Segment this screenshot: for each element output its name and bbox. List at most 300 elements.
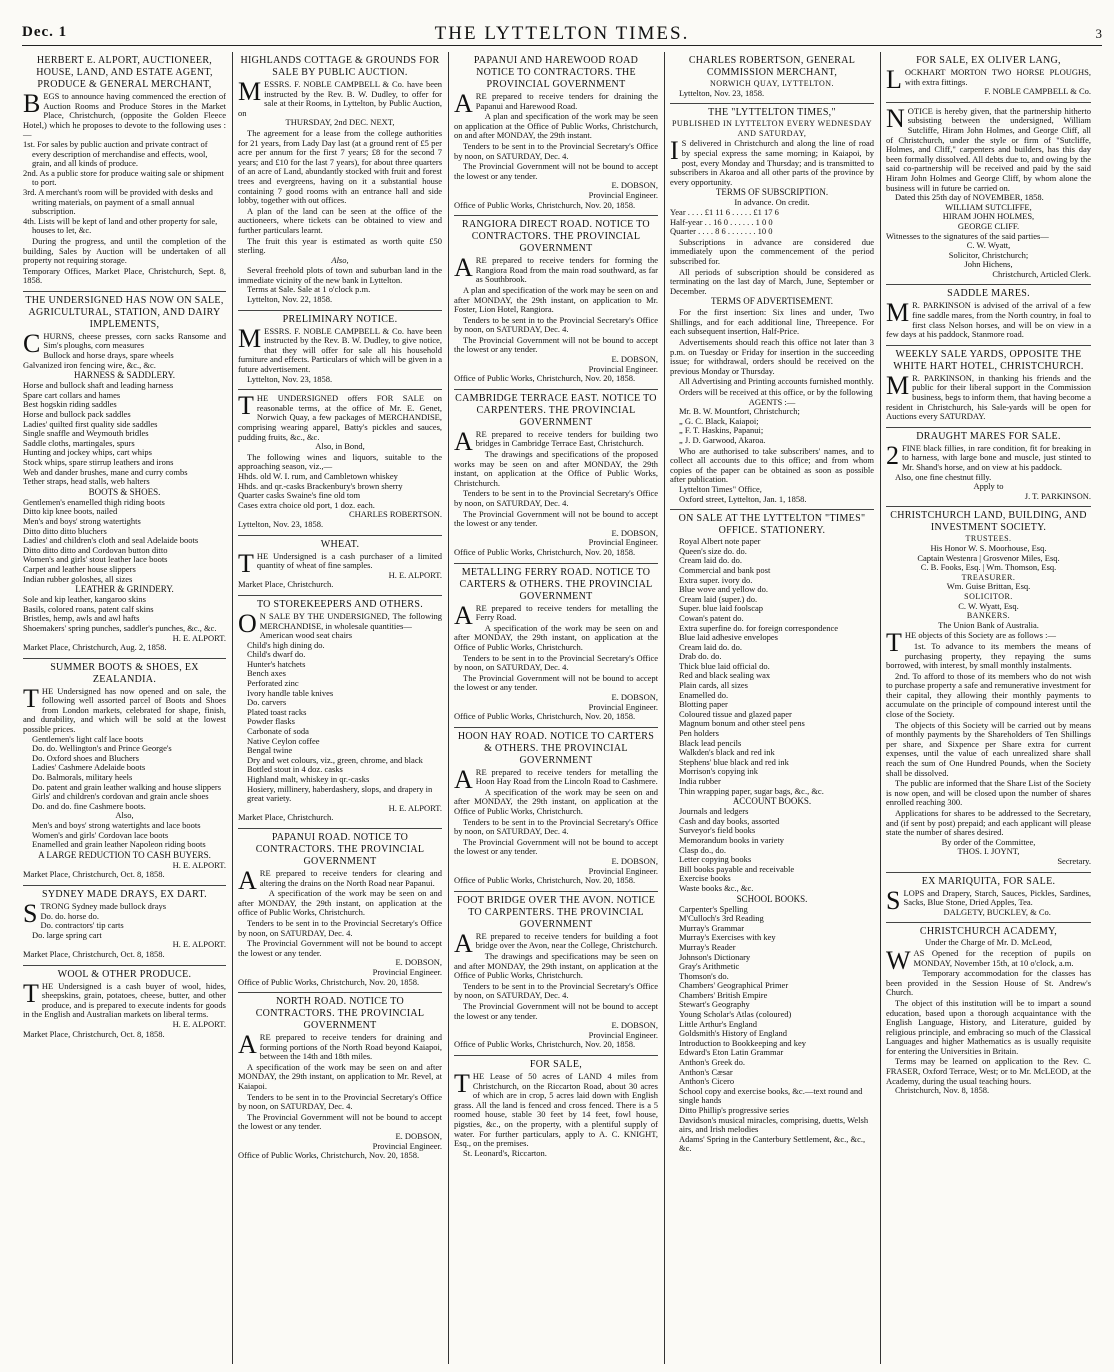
advertisement-text: A LARGE REDUCTION TO CASH BUYERS. <box>38 849 211 860</box>
advertisement-text: Also, <box>115 810 134 821</box>
advertisement-text: Murray's Exercises with key <box>679 932 776 943</box>
advertisement-text: Who are authorised to take subscribers' names, and to collect all accounts due to this office; and from whom copies of the paper can be obtained as soon as possible after publication. <box>670 445 874 485</box>
advertisement-text: SLOPS and Drapery, Starch, Sauces, Pickles, Sardines, Sacks, Blue Stone, Dried Apples, Tea. <box>886 885 1091 915</box>
advertisement-text: Surveyor's field books <box>679 825 756 836</box>
advertisement-text: Cases extra choice old port, 1 doz. each. <box>238 499 375 510</box>
advertisement <box>670 52 874 104</box>
advertisement-text: Dated this 25th day of NOVEMBER, 1858. <box>895 192 1044 203</box>
advertisement-text: Cream laid (super.) do. <box>679 593 758 604</box>
advertisement-text: 1st. For sales by public auction and private contract of every description of merchandise and effects, wool, grain, and all kinds of produce. <box>23 138 208 169</box>
advertisement-heading: HERBERT E. ALPORT, AUCTIONEER, HOUSE, LAND, AND ESTATE AGENT, PRODUCE & GENERAL MERCHANT, <box>36 55 213 90</box>
column-divider <box>664 52 665 1364</box>
advertisement-text: Young Scholar's Atlas (coloured) <box>679 1009 792 1020</box>
advertisement-text: Office of Public Works, Christchurch, Nov. 20, 1858. <box>454 875 636 886</box>
advertisement-heading: TO STOREKEEPERS AND OTHERS. <box>256 598 424 610</box>
advertisement-text: Exercise books <box>679 873 731 884</box>
advertisement-text: Gentlemen's enamelled thigh riding boots <box>23 496 165 507</box>
advertisement-text: Do. Oxford shoes and Bluchers <box>32 752 139 763</box>
advertisement-text: Goldsmith's History of England <box>679 1028 788 1039</box>
advertisement-text: Introduction to Bookkeeping and key <box>679 1037 807 1048</box>
advertisement-text: THE Undersigned is a cash buyer of wool, hides, sheepskins, grain, potatoes, cheese, butter, and other produce, and is prepared to execute indents for goods in the English and Australian markets on liberal terms. <box>23 978 226 1020</box>
advertisement-heading: CHRISTCHURCH LAND, BUILDING, AND INVESTMENT SOCIETY. <box>890 510 1087 534</box>
advertisement-text: 2FINE black fillies, in rare condition, fit for breaking in to harness, with large bone and muscle, just stinted to Mr. Shand's horse, and on view at his paddock. <box>886 440 1091 472</box>
advertisement-text: ARE prepared to receive tenders for building two bridges in Cambridge Terrace East, Christchurch. <box>454 426 658 456</box>
advertisement-text: The drawings and specifications of the proposed works may be seen on and after MONDAY, the 29th instant, on application at the Office of Public Works, Christchurch. <box>454 449 658 488</box>
advertisement-text: Quarter . . . . 8 6 . . . . . . . 10 0 <box>670 226 773 237</box>
advertisement <box>886 923 1091 1101</box>
advertisement-text: Bench axes <box>247 668 286 679</box>
advertisement-text: Christchurch, Articled Clerk. <box>992 268 1091 279</box>
advertisement-text: THE UNDERSIGNED offers FOR SALE on reasonable terms, at the office of Mr. E. Genet, Norwich Quay, a few packages of MERCHANDISE, comprising wearing apparel, Batty's pickles and sauces, pudding fruits, &c., &c. <box>238 391 442 442</box>
advertisement-text: Do. Balmorals, military heels <box>32 772 133 783</box>
advertisement-text: Do. do. Wellington's and Prince George's <box>32 743 172 754</box>
advertisement-text: The Provincial Government will not be bound to accept the lowest or any tender. <box>454 334 658 355</box>
advertisement-heading: CHARLES ROBERTSON, GENERAL COMMISSION MERCHANT, <box>688 55 856 78</box>
advertisement-text: Captain Westenra | Grosvenor Miles, Esq. <box>917 552 1060 563</box>
advertisement-text: Chambers' British Empire <box>679 989 768 1000</box>
advertisement-text: The agreement for a lease from the college authorities for 21 years, from Lady Day last (at a ground rent of £5 per acre per annum for the first 7 years; £8 for the second 7 years; and £10 for the last 7 years), for about three quarters of an acre of Land, abundantly stocked with fruit and forest trees and evergreens, having on it a substantial house containing 7 good rooms with an entrance hall and side lobby, together with out offices. <box>238 127 442 206</box>
advertisement-text: C. W. Wyatt, <box>966 240 1011 251</box>
advertisement <box>238 390 442 535</box>
advertisement-text: The Provincial Government will not be bound to accept the lowest or any tender. <box>454 672 658 693</box>
advertisement-text: Carbonate of soda <box>247 726 309 737</box>
advertisement-text: Thin wrapping paper, sugar bags, &c., &c. <box>679 785 824 796</box>
advertisement-text: Letter copying books <box>679 854 752 865</box>
advertisement-text: Office of Public Works, Christchurch, Nov. 20, 1858. <box>238 1150 420 1161</box>
advertisement-text: Perforated zinc <box>247 678 299 689</box>
advertisement-text: F. NOBLE CAMPBELL & Co. <box>984 86 1091 97</box>
advertisement-text: Do. large spring cart <box>32 929 102 940</box>
advertisement-heading: RANGIORA DIRECT ROAD. NOTICE TO CONTRACTORS. THE PROVINCIAL GOVERNMENT <box>462 219 650 255</box>
advertisement-text: Edward's Eton Latin Grammar <box>679 1047 784 1058</box>
advertisement-text: Extra superfine do. for foreign correspondence <box>679 622 839 633</box>
advertisement-text: MR. PARKINSON, in thanking his friends and the public for their liberal support in the Commission business, begs to inform them, that having become a resident in Christchurch, his Sale-yards will be open for Auctions every SATURDAY. <box>886 370 1091 422</box>
advertisement-text: Office of Public Works, Christchurch, Nov. 20, 1858. <box>238 976 420 987</box>
advertisement-text: Shoemakers' spring punches, saddler's punches, &c., &c. <box>23 622 217 633</box>
advertisement-text: Coloured tissue and glazed paper <box>679 708 792 719</box>
advertisement-text: Temporary accommodation for the classes has been provided in the Session House of St. Andrew's Church. <box>886 968 1091 998</box>
advertisement-text: Do. carvers <box>247 697 287 708</box>
advertisement-text: TERMS OF SUBSCRIPTION. <box>715 187 829 198</box>
advertisement-text: Stephens' blue black and red ink <box>679 756 789 767</box>
advertisement-text: Ditto kip knee boots, nailed <box>23 506 118 517</box>
advertisement-text: Ditto Phillip's progressive series <box>679 1105 789 1115</box>
advertisement-text: Provincial Engineer. <box>588 363 658 374</box>
advertisement-text: The Provincial Government will not be bound to accept the lowest or any tender. <box>238 1111 442 1132</box>
advertisement-text: ARE prepared to receive tenders for metalling the Ferry Road. <box>454 600 658 630</box>
advertisement-text: CHARLES ROBERTSON. <box>348 509 442 520</box>
advertisement-text: Provincial Engineer. <box>372 1140 442 1151</box>
advertisement-text: MR. PARKINSON is advised of the arrival of a few fine saddle mares, from the North country, in foal to first class Nelson horses, and will be on view in a few days at his paddock, Stanmore road. <box>886 298 1091 340</box>
advertisement-text: Christchurch, Nov. 8, 1858. <box>895 1085 990 1096</box>
advertisement-text: Market Place, Christchurch, Aug. 2, 1858. <box>23 642 167 653</box>
advertisement-text: TREASURER. <box>961 572 1016 582</box>
advertisement-text: BOOTS & SHOES. <box>88 486 161 497</box>
advertisement-heading: FOR SALE, <box>529 1058 583 1070</box>
advertisement-text: Tenders to be sent in to the Provincial Secretary's Office by noon, on SATURDAY, Dec. 4. <box>238 917 442 938</box>
column-3 <box>451 52 661 1364</box>
advertisement-text: C. B. Fooks, Esq. | Wm. Thomson, Esq. <box>920 562 1057 573</box>
advertisement-text: Advertisements should reach this office not later than 3 p.m. on Tuesday or Friday for insertion in the succeeding issue; for withdrawal, orders should be received on the previous Monday or Thursday. <box>670 337 874 376</box>
advertisement-text: Anthon's Greek do. <box>679 1057 745 1068</box>
advertisement-heading: CAMBRIDGE TERRACE EAST. NOTICE TO CARPENTERS. THE PROVINCIAL GOVERNMENT <box>455 392 657 428</box>
advertisement-text: Provincial Engineer. <box>588 189 658 200</box>
advertisement-text: Galvanized iron fencing wire, &c., &c. <box>23 359 156 370</box>
advertisement-text: Saddle cloths, martingales, spurs <box>23 437 135 448</box>
advertisement-heading: FOR SALE, EX OLIVER LANG, <box>916 55 1061 66</box>
advertisement <box>454 390 658 564</box>
advertisement-text: Oxford street, Lyttelton, Jan. 1, 1858. <box>679 493 807 504</box>
advertisement-text: Blue wove and yellow do. <box>679 584 768 595</box>
advertisement-text: 4th. Lists will be kept of land and other property for sale, houses to let, &c. <box>23 215 218 236</box>
advertisement <box>238 829 442 993</box>
advertisement-text: E. DOBSON, <box>611 354 658 365</box>
advertisement-text: Pen holders <box>679 728 719 739</box>
advertisement <box>454 216 658 390</box>
advertisement-text: The drawings and specifications may be seen on and after MONDAY, the 29th instant, on application at the Office of Public Works, Christchurch. <box>454 951 658 981</box>
advertisement-text: India rubber <box>679 776 721 786</box>
advertisement-heading: PAPANUI AND HAREWOOD ROAD NOTICE TO CONTRACTORS. THE PROVINCIAL GOVERNMENT <box>473 55 639 90</box>
advertisement-text: Magnum bonum and other steel pens <box>679 718 805 729</box>
advertisement-text: Little Arthur's England <box>679 1018 758 1029</box>
advertisement-text: Enamelled do. <box>679 689 729 700</box>
advertisement-heading: PAPANUI ROAD. NOTICE TO CONTRACTORS. THE PROVINCIAL GOVERNMENT <box>255 831 425 867</box>
advertisement-text: Extra super. ivory do. <box>679 574 753 585</box>
advertisement-text: Dry and wet colours, viz., green, chrome, and black <box>247 754 423 765</box>
advertisement-text: Ladies' and children's cloth and seal Adelaide boots <box>23 535 199 546</box>
advertisement <box>23 292 226 659</box>
advertisement-text: Year . . . . £1 11 6 . . . . . £1 17 6 <box>670 206 779 217</box>
advertisement-text: Tenders to be sent in to the Provincial Secretary's Office by noon, on SATURDAY, Dec. 4. <box>454 488 658 508</box>
advertisement-text: For the first insertion: Six lines and under, Two Shillings, and for each additional line, Threepence. For each subsequent insertion, Half-Price. <box>670 307 874 337</box>
advertisement-text: Horse and bullock shaft and leading harness <box>23 380 174 391</box>
advertisement-text: AGENTS :— <box>748 396 796 407</box>
advertisement-text: Men's and boys' strong watertights and lace boots <box>32 820 201 830</box>
advertisement-text: Girls' and children's cordovan and grain ancle shoes <box>32 791 209 802</box>
advertisement-text: The public are informed that the Share List of the Society is now open, and will be closed upon the number of shares enrolled reaching 300. <box>886 778 1091 808</box>
advertisement-heading: FOOT BRIDGE OVER THE AVON. NOTICE TO CARPENTERS. THE PROVINCIAL GOVERNMENT <box>456 894 656 930</box>
advertisement-text: Office of Public Works, Christchurch, Nov. 20, 1858. <box>454 711 636 722</box>
advertisement-text: A specification of the work may be seen on and after MONDAY, the 29th instant, on application at the office of Public Works, Christchurch. <box>238 888 442 918</box>
advertisement-text: Office of Public Works, Christchurch, Nov. 20, 1858. <box>454 199 636 210</box>
advertisement-text: ARE prepared to receive tenders for draining the Papanui and Harewood Road. <box>454 89 658 118</box>
advertisement-text: Basils, colored roans, patent calf skins <box>23 603 154 614</box>
advertisement-text: Walkden's black and red ink <box>679 747 775 758</box>
column-2 <box>235 52 445 1364</box>
advertisement-text: SOLICITOR. <box>964 591 1013 601</box>
masthead <box>22 22 1102 46</box>
advertisement-text: Ditto ditto ditto bluchers <box>23 525 107 536</box>
advertisement-text: Enamelled and grain leather Napoleon riding boots <box>32 839 206 850</box>
advertisement-text: Also, one fine chestnut filly. <box>895 471 992 482</box>
advertisement-text: „ F. T. Haskins, Papanui; <box>679 425 764 436</box>
advertisement-text: E. DOBSON, <box>611 1020 658 1031</box>
advertisement-text: St. Leonard's, Riccarton. <box>463 1147 547 1158</box>
column-divider <box>880 52 881 1364</box>
advertisement-heading: EX MARIQUITA, FOR SALE. <box>921 875 1056 887</box>
advertisement-heading: SYDNEY MADE DRAYS, EX DART. <box>42 888 207 900</box>
advertisement-text: Lyttelton, Nov. 23, 1858. <box>679 87 765 98</box>
advertisement-text: Cream laid do. do. <box>679 555 743 566</box>
advertisement-heading: METALLING FERRY ROAD. NOTICE TO CARTERS & OTHERS. THE PROVINCIAL GOVERNMENT <box>459 566 653 602</box>
advertisement-text: Provincial Engineer. <box>588 537 658 548</box>
advertisement-text: The following wines and liquors, suitable to the approaching season, viz.,— <box>238 451 442 472</box>
advertisement-text: A plan and specification of the work may be seen on application at the Office of Public Works, Christchurch, on and after MONDAY, the 29th instant. <box>454 111 658 141</box>
advertisement-text: Stewart's Geography <box>679 999 750 1010</box>
advertisement-heading: WEEKLY SALE YARDS, OPPOSITE THE WHITE HART HOTEL, CHRISTCHURCH. <box>893 348 1084 372</box>
advertisement-text: Native Ceylon coffee <box>247 735 320 746</box>
advertisement <box>886 428 1091 508</box>
advertisement-text: BEGS to announce having commenced the erection of Auction Rooms and Produce Stores in the Market Place, Christchurch, (opposite the Golden Fleece Hotel,) which he proposes to devote to the following uses :— <box>23 89 226 140</box>
advertisement-heading: ON SALE AT THE LYTTELTON "TIMES" OFFICE. STATIONERY. <box>678 513 866 537</box>
advertisement-heading: SADDLE MARES. <box>947 288 1030 300</box>
advertisement-text: ON SALE BY THE UNDERSIGNED, The following MERCHANDISE, in wholesale quantities— <box>238 608 442 638</box>
advertisement-text: By order of the Committee, <box>941 836 1036 847</box>
advertisement-text: CHURNS, cheese presses, corn sacks Ransome and Sim's ploughs, corn measures <box>23 328 226 358</box>
advertisement-heading: NORTH ROAD. NOTICE TO CONTRACTORS. THE PROVINCIAL GOVERNMENT <box>255 996 425 1032</box>
advertisement-text: Ladies' quilted first quality side saddles <box>23 418 158 429</box>
advertisement-text: Johnson's Dictionary <box>679 951 751 962</box>
advertisement-text: Ivory handle table knives <box>247 687 334 698</box>
advertisement-text: Market Place, Christchurch. <box>238 812 334 823</box>
advertisement-text: Horse and bullock pack saddles <box>23 409 131 420</box>
advertisement-text: E. DOBSON, <box>611 527 658 538</box>
advertisement-text: H. E. ALPORT. <box>388 802 442 813</box>
newspaper-title: THE LYTTELTON TIMES. <box>434 23 690 44</box>
advertisement-text: Lyttelton, Nov. 23, 1858. <box>247 373 333 384</box>
advertisement-text: All periods of subscription should be considered as terminating on the last day of March, June, September or December. <box>670 266 874 296</box>
advertisement-text: Indian rubber goloshes, all sizes <box>23 573 133 584</box>
advertisement-text: THE objects of this Society are as follows :— <box>886 628 1056 658</box>
advertisement-text: Hhds. old W. I. rum, and Cambletown whiskey <box>238 470 398 481</box>
advertisement <box>238 52 442 311</box>
advertisement-text: Commercial and bank post <box>679 564 771 575</box>
advertisement <box>886 346 1091 428</box>
advertisement-text: Quarter casks Swaine's fine old tom <box>238 490 361 501</box>
advertisement-text: Plated toast racks <box>247 706 307 717</box>
advertisement-text: Child's dwarf do. <box>247 649 306 660</box>
advertisement-text: Tenders to be sent in to the Provincial Secretary's Office by noon, on SATURDAY, Dec. 4. <box>454 816 658 837</box>
advertisement-text: HIRAM JOHN HOLMES, <box>942 211 1035 222</box>
advertisement-text: Solicitor, Christchurch; <box>948 249 1029 260</box>
advertisement-text: Market Place, Christchurch, Oct. 8, 1858. <box>23 869 165 880</box>
advertisement-text: Also, <box>331 254 349 265</box>
advertisement-text: A specification of the work may be seen on and after MONDAY, the 29th instant, on application at the Office of Public Works, Christchurch. <box>454 786 658 817</box>
advertisement-text: MESSRS. F. NOBLE CAMPBELL & Co. have been instructed by the Rev. B. W. Dudley, to offer for sale at their Rooms, in Lyttelton, by Public Auction, on <box>238 77 442 118</box>
advertisement-text: Bottled stout in 4 doz. casks <box>247 764 343 775</box>
advertisement-text: Lyttelton Times" Office, <box>679 483 762 494</box>
advertisement-text: Cowan's patent do. <box>679 612 744 623</box>
advertisement-text: WILLIAM SUTCLIFFE, <box>945 201 1032 212</box>
advertisement-text: Terms at Sale. Sale at 1 o'clock p.m. <box>247 284 371 295</box>
advertisement-text: H. E. ALPORT. <box>388 569 442 580</box>
advertisement-text: Subscriptions in advance are considered due immediately upon the commencement of the period subscribed for. <box>670 236 874 266</box>
advertisement-text: During the progress, and until the completion of the building, Sales by Auction will be undertaken of all property not requiring storage. <box>23 235 226 266</box>
advertisement-text: GEORGE CLIFF. <box>957 220 1020 231</box>
advertisement-text: Hunting and jockey whips, cart whips <box>23 447 152 458</box>
advertisement-text: A specification of the work may be seen on and after MONDAY, the 29th instant, on application at the Office of Public Works, Christchurch. <box>454 622 658 652</box>
advertisement <box>886 873 1091 924</box>
advertisement-text: Hunter's hatchets <box>247 658 306 669</box>
column-1 <box>20 52 229 1364</box>
advertisement-text: Memorandum books in variety <box>679 834 785 845</box>
advertisement-text: Bullock and horse drays, spare wheels <box>43 350 174 361</box>
advertisement-text: WAS Opened for the reception of pupils on MONDAY, November 15th, at 10 o'clock, a.m. <box>886 945 1091 975</box>
advertisement-text: Market Place, Christchurch, Oct. 8, 1858. <box>23 948 165 959</box>
advertisement <box>238 311 442 391</box>
advertisement-text: Red and black sealing wax <box>679 670 771 681</box>
advertisement-text: „ G. C. Black, Kaiapoi; <box>679 415 759 426</box>
advertisement <box>454 52 658 216</box>
advertisement-text: Spare cart collars and hames <box>23 389 121 400</box>
advertisement-text: HARNESS & SADDLERY. <box>73 370 176 381</box>
advertisement-text: Tenders to be sent in to the Provincial Secretary's Office by noon, on SATURDAY, Dec. 4. <box>454 652 658 673</box>
advertisement-text: H. E. ALPORT. <box>172 632 226 643</box>
advertisement-heading: HIGHLANDS COTTAGE & GROUNDS FOR SALE BY PUBLIC AUCTION. <box>240 55 440 78</box>
advertisement-text: Office of Public Works, Christchurch, Nov. 20, 1858. <box>454 373 636 384</box>
advertisement <box>238 536 442 596</box>
advertisement-text: Tenders to be sent in to the Provincial Secretary's Office by noon, on SATURDAY, Dec. 4. <box>238 1091 442 1112</box>
advertisement-text: Gentlemen's light calf lace boots <box>32 733 144 744</box>
advertisement <box>23 886 226 966</box>
advertisement-text: Market Place, Christchurch. <box>238 579 334 590</box>
advertisement-text: The Provincial Government will not be bound to accept the lowest or any tender. <box>238 938 442 958</box>
advertisement-text: School copy and exercise books, &c.—text round and single hands <box>679 1085 863 1106</box>
advertisement-text: LEATHER & GRINDERY. <box>75 584 174 595</box>
advertisement-text: Women's and girls' stout leather lace boots <box>23 554 168 565</box>
advertisement-text: NOTICE is hereby given, that the partnership hitherto subsisting between the undersigned, William Sutcliffe, Hiram John Holmes, and George Cliff, all of Christchurch, under the style or firm of "Sutcliffe, Holmes, and Cliff," carpenters and builders, has this day been formally dissolved. All debts due to, and owing by the said co-partnership will be received and paid by the said Hiram John Holmes and George Cliff, by whom alone the business will in future be carried on. <box>886 103 1091 193</box>
column-divider <box>232 52 233 1364</box>
advertisement <box>886 52 1091 103</box>
advertisement-text: Blotting paper <box>679 699 728 710</box>
advertisement-text: Carpet and leather house slippers <box>23 563 136 574</box>
advertisement <box>454 728 658 892</box>
issue-date: Dec. 1 <box>22 24 68 40</box>
advertisement-text: DALGETY, BUCKLEY, & Co. <box>943 906 1051 917</box>
advertisement-text: Also, in Bond, <box>315 441 365 452</box>
advertisement-text: Murray's Reader <box>679 941 736 952</box>
advertisement-text: PUBLISHED IN LYTTELTON EVERY WEDNESDAY AND SATURDAY, <box>671 119 873 138</box>
advertisement-text: Waste books &c., &c. <box>679 882 754 893</box>
advertisement-text: Bengal twine <box>247 745 293 756</box>
advertisement-text: Provincial Engineer. <box>588 865 658 876</box>
advertisement-text: Plain cards, all sizes <box>679 680 748 691</box>
advertisement-text: E. DOBSON, <box>611 180 658 191</box>
advertisement-text: Clasp do., do. <box>679 844 726 855</box>
advertisement-text: The Provincial Government will not be bound to accept the lowest or any tender. <box>454 508 658 529</box>
advertisement-heading: DRAUGHT MARES FOR SALE. <box>916 430 1061 442</box>
advertisement-text: Provincial Engineer. <box>588 701 658 712</box>
advertisement <box>886 507 1091 872</box>
advertisement-text: ARE prepared to receive tenders for forming the Rangiora Road from the main road southward, as far as Southbrook. <box>454 253 658 285</box>
advertisement-text: LOCKHART MORTON TWO HORSE PLOUGHS, with extra fittings. <box>886 65 1091 94</box>
advertisement-text: Women's and girls' Cordovan lace boots <box>32 829 169 840</box>
advertisement-text: IS delivered in Christchurch and along the line of road by special express the same morning; in Kaiapoi, by post, every Monday and Thursday; and is transmitted to subscribers in Akaroa and all other parts of the province by every opportunity. <box>670 136 874 187</box>
advertisement-text: Do. and do. fine Cashmere boots. <box>32 800 146 811</box>
advertisement-text: „ J. D. Garwood, Akaroa. <box>679 435 766 445</box>
advertisement-text: H. E. ALPORT. <box>172 1018 226 1029</box>
advertisement-text: Adams' Spring in the Canterbury Settlement, &c., &c., &c. <box>679 1133 866 1154</box>
advertisement-text: ACCOUNT BOOKS. <box>732 796 812 807</box>
advertisement-text: Bill books payable and receivable <box>679 863 795 874</box>
advertisement-text: Wm. Guise Brittan, Esq. <box>946 581 1031 592</box>
advertisement-text: ARE prepared to receive tenders for metalling the Hoon Hay Road from the Lincoln Road to Cashmere. <box>454 764 658 794</box>
advertisement-text: Provincial Engineer. <box>372 966 442 977</box>
advertisement-text: Hosiery, millinery, haberdashery, slops, and drapery in great variety. <box>247 783 433 804</box>
advertisement-text: Anthon's Cæsar <box>679 1066 733 1077</box>
page-number: 3 <box>1095 26 1102 41</box>
advertisement-text: John Hichens, <box>964 259 1013 270</box>
advertisement-text: TERMS OF ADVERTISEMENT. <box>710 296 834 307</box>
advertisement-text: Office of Public Works, Christchurch, Nov. 20, 1858. <box>454 546 636 557</box>
advertisement-text: The fruit this year is estimated as worth quite £50 sterling. <box>238 235 442 256</box>
advertisement-text: Anthon's Cicero <box>679 1076 735 1087</box>
advertisement <box>238 596 442 829</box>
advertisement-text: Bristles, hemp, awls and awl hafts <box>23 613 140 624</box>
column-divider <box>448 52 449 1364</box>
advertisement-text: Several freehold plots of town and suburban land in the immediate vicinity of the new bank in Lyttelton. <box>238 265 442 285</box>
advertisement-text: Men's and boys' strong watertights <box>23 515 141 526</box>
advertisement-text: American wood seat chairs <box>259 630 353 641</box>
advertisement <box>454 1056 658 1163</box>
advertisement-text: Market Place, Christchurch, Oct. 8, 1858. <box>23 1028 165 1039</box>
advertisement-text: 2nd. As a public store for produce waiting sale or shipment to port. <box>23 167 224 188</box>
advertisement-text: Sole and kip leather, kangaroo skins <box>23 594 146 605</box>
advertisement-text: The Provincial Government will not be bound to accept the lowest or any tender. <box>454 1000 658 1021</box>
advertisement <box>454 564 658 728</box>
advertisement <box>23 52 226 292</box>
advertisement-text: Drab do. do. <box>679 651 722 662</box>
advertisement-text: Ditto ditto ditto and Cordovan button ditto <box>23 544 168 555</box>
advertisement-heading: THE UNDERSIGNED HAS NOW ON SALE, AGRICULTURAL, STATION, AND DAIRY IMPLEMENTS, <box>25 294 224 330</box>
advertisement-text: Powder flasks <box>247 716 295 727</box>
advertisement-text: Thomson's do. <box>679 970 729 981</box>
advertisement-text: THE Undersigned has now opened and on sale, the following well assorted parcel of Boots and Shoes from London markets, celebrated for shape, finish, and durability, and which will be sold at the lowest possible prices. <box>23 683 226 735</box>
advertisement-text: Cream laid do. do. <box>679 641 743 652</box>
advertisement-text: Journals and ledgers <box>679 806 749 817</box>
advertisement-text: The object of this institution will be to impart a sound education, based upon a thorough acquaintance with the English Language, History, and Literature, guided by religious principle, and embracing so much of the Classical Languages and higher Mathematics as is usually requisite for entering the Universities in Britain. <box>886 997 1091 1056</box>
advertisement-text: ARE prepared to receive tenders for building a foot bridge over the Avon, near the College, Christchurch. <box>454 928 658 958</box>
advertisement-text: 2nd. To afford to those of its members who do not wish to purchase property a safe and remunerative investment for their capital, they allowing their monthly payments to accumulate on the principle of compound interest until the close of the Society. <box>886 670 1091 720</box>
advertisement-text: ARE prepared to receive tenders for clearing and altering the drains on the North Road near Papanui. <box>238 865 442 895</box>
advertisement-text: E. DOBSON, <box>395 957 442 968</box>
advertisement-text: A plan and specification of the work may be seen on and after MONDAY, the 29th instant, on application to Mr. Foster, Lion Hotel, Rangiora. <box>454 284 658 315</box>
advertisement <box>23 966 226 1045</box>
advertisement-text: Child's high dining do. <box>247 639 325 650</box>
advertisement-text: The objects of this Society will be carried out by means of monthly payments by the Shareholders of Ten Shillings per share, and Sixpence per Share extra for current expenses, until the value of each unrealized share shall reach the sum of One Hundred Pounds, when the Society shall be dissolved. <box>886 719 1091 778</box>
advertisement-text: Black lead pencils <box>679 737 742 748</box>
advertisement-text: Terms may be learned on application to the Rev. C. FRASER, Oxford Terrace, West; or to Mr. McLEOD, at the Academy, during the usual teaching hours. <box>886 1056 1091 1086</box>
advertisement-text: THURSDAY, 2nd DEC. NEXT, <box>285 117 395 128</box>
advertisement-text: Carpenter's Spelling <box>679 903 748 914</box>
advertisement-text: M'Culloch's 3rd Reading <box>679 913 764 924</box>
advertisement-text: E. DOBSON, <box>395 1131 442 1142</box>
advertisement-text: In advance. On credit. <box>734 197 810 208</box>
advertisement-text: Super. blue laid foolscap <box>679 603 764 614</box>
advertisement-text: Tenders to be sent in to the Provincial Secretary's Office by noon, on SATURDAY, Dec. 4. <box>454 980 658 1001</box>
advertisement-text: Gray's Arithmetic <box>679 961 740 972</box>
advertisement <box>670 104 874 510</box>
advertisement-text: Tether straps, head stalls, web halters <box>23 476 150 487</box>
advertisement-text: J. T. PARKINSON. <box>1024 490 1091 501</box>
advertisement <box>454 892 658 1056</box>
advertisement-text: A specification of the work may be seen on and after MONDAY, the 29th instant, on application to Mr. Revel, at Kaiapoi. <box>238 1061 442 1092</box>
advertisement-text: Best hogskin riding saddles <box>23 399 117 410</box>
advertisement-heading: WOOL & OTHER PRODUCE. <box>57 968 192 980</box>
advertisement-text: TRUSTEES. <box>965 534 1012 544</box>
advertisement-text: Temporary Offices, Market Place, Christchurch, Sept. 8, 1858. <box>23 265 226 286</box>
advertisement-text: H. E. ALPORT. <box>172 859 226 870</box>
